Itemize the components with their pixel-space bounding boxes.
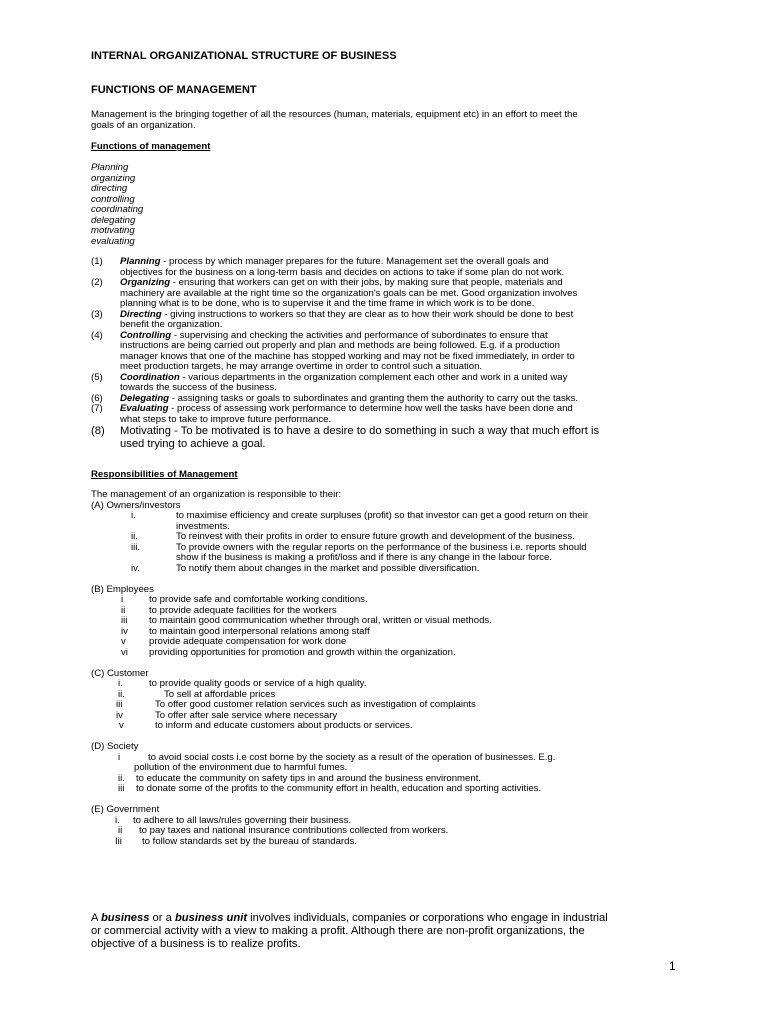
sub-item-number: i.	[115, 814, 120, 826]
emphasis-term: business unit	[174, 912, 248, 924]
item-text: what steps to take to improve future performance.	[120, 413, 332, 425]
item-number: (8)	[91, 425, 105, 437]
item-text: instructions are being carried out properly and plan and methods are being followed. E.g. if a production	[120, 340, 560, 351]
page-number: 1	[669, 959, 676, 973]
group-label: (E) Government	[91, 804, 160, 815]
intro-line-1: Management is the bringing together of all the resources (human, materials, equipment etc) in an effort to meet the	[91, 109, 578, 120]
sub-item-number: ii.	[118, 772, 125, 784]
item-text: Motivating - To be motivated is to have a desire to do something in such a way that much effort is	[120, 425, 600, 437]
business-paragraph-line: objective of a business is to realize profits.	[91, 938, 301, 950]
sub-item-number: v	[121, 636, 126, 647]
text-run: or a	[149, 912, 175, 924]
sub-item-text: to provide safe and comfortable working conditions.	[149, 594, 368, 605]
sub-item-text: pollution of the environment due to harmful fumes.	[134, 762, 348, 773]
responsibilities-intro: The management of an organization is responsible to their:	[91, 489, 342, 500]
sub-item-number: ii	[121, 604, 126, 616]
item-number: (6)	[91, 392, 103, 404]
function-list-item: coordinating	[91, 204, 144, 215]
function-list-item: Planning	[91, 162, 129, 173]
text-run: A	[91, 912, 101, 924]
item-text: - process of assessing work performance to determine how well the tasks have been done and	[168, 403, 573, 414]
item-term: Planning	[120, 256, 161, 267]
sub-item-number: iii.	[131, 541, 141, 553]
sub-item-text: To sell at affordable prices	[164, 688, 276, 700]
sub-item-text: to avoid social costs i.e cost borne by the society as a result of the operation of businesses. E.g.	[148, 751, 556, 763]
sub-item-text: To offer good customer relation services such as investigation of complaints	[155, 699, 476, 710]
group-label: (C) Customer	[91, 667, 149, 679]
responsibilities-heading: Responsibilities of Management	[91, 469, 238, 480]
sub-item-text: To offer after sale service where necessary	[155, 709, 338, 721]
sub-item-number: ii.	[131, 531, 138, 542]
group-label: (D) Society	[91, 741, 139, 752]
emphasis-term: business	[100, 912, 150, 924]
text-run: involves individuals, companies or corporations who engage in industrial	[247, 912, 608, 924]
sub-item-number: i	[121, 594, 124, 605]
item-text: meet production targets, he may arrange overtime in order to control such a situation.	[120, 361, 483, 372]
sub-item-number: iv.	[131, 562, 140, 574]
sub-item-text: to donate some of the profits to the community effort in health, education and sporting activities.	[136, 783, 542, 794]
item-number: (7)	[91, 403, 103, 414]
sub-item-number: vi	[121, 646, 128, 658]
item-number: (1)	[91, 256, 103, 267]
sub-item-text: provide adequate compensation for work done	[149, 636, 347, 647]
sub-item-text: providing opportunities for promotion and growth within the organization.	[149, 646, 456, 658]
function-list-item: delegating	[91, 214, 136, 226]
function-list-item: evaluating	[91, 235, 135, 247]
business-paragraph-line	[91, 912, 608, 924]
item-text: towards the success of the business.	[120, 382, 277, 393]
group-label: (A) Owners/investors	[91, 499, 181, 511]
item-text: machinery are available at the right time so the organization's goals can be met. Good organization involves	[120, 287, 578, 299]
item-text: - supervising and checking the activities and performance of subordinates to ensure that	[171, 329, 548, 341]
item-text: planning what is to be done, who is to supervise it and the time frame in which work is to be done.	[120, 298, 535, 309]
intro-line-2: goals of an organization.	[91, 120, 196, 131]
sub-item-text: to maximise efficiency and create surpluses (profit) so that investor can get a good return on their	[176, 510, 589, 521]
item-text: - various departments in the organization complement each other and work in a united way	[179, 371, 568, 383]
sub-item-text: to maintain good interpersonal relations among staff	[149, 625, 370, 637]
sub-item-number: iii	[121, 615, 128, 626]
numbered-item	[120, 404, 573, 415]
sub-item-text: to inform and educate customers about products or services.	[155, 720, 413, 731]
numbered-item	[120, 257, 549, 268]
sub-item-number: iii	[118, 783, 125, 794]
sub-item-text: To reinvest with their profits in order to ensure future growth and development of the business.	[176, 531, 575, 542]
function-list-item: controlling	[91, 193, 135, 205]
item-text: used trying to achieve a goal.	[120, 437, 266, 450]
sub-item-number: iii	[116, 699, 123, 710]
item-text: - process by which manager prepares for the future. Management set the overall goals and	[160, 256, 549, 267]
item-number: (5)	[91, 371, 103, 383]
sub-item-text: investments.	[176, 520, 230, 532]
sub-item-text: to provide adequate facilities for the workers	[149, 604, 337, 616]
functions-heading: Functions of management	[91, 141, 211, 152]
item-term: Controlling	[120, 329, 172, 341]
item-text: benefit the organization.	[120, 319, 223, 330]
item-text: - giving instructions to workers so that they are clear as to how their work should be done to best	[161, 308, 574, 320]
sub-item-text: to provide quality goods or service of a high quality.	[149, 678, 367, 689]
item-text: - assigning tasks or goals to subordinates and granting them the authority to carry out the tasks.	[169, 392, 579, 404]
doc-title: INTERNAL ORGANIZATIONAL STRUCTURE OF BUSINESS	[91, 50, 397, 62]
group-label: (B) Employees	[91, 583, 154, 595]
item-text: objectives for the business on a long-term basis and decides on actions to take if some plan do not work.	[120, 266, 565, 278]
doc-subtitle: FUNCTIONS OF MANAGEMENT	[91, 84, 257, 96]
item-text: - ensuring that workers can get on with their jobs, by making sure that people, materials and	[170, 277, 563, 288]
function-list-item: directing	[91, 183, 128, 194]
sub-item-number: Iii	[115, 835, 122, 847]
item-term: Coordination	[120, 371, 180, 383]
item-term: Directing	[120, 308, 162, 320]
item-term: Organizing	[120, 277, 171, 288]
sub-item-number: v	[119, 720, 124, 731]
function-list-item: organizing	[91, 172, 136, 184]
sub-item-number: i.	[131, 510, 136, 521]
numbered-item	[120, 278, 563, 289]
sub-item-text: to maintain good communication whether through oral, written or visual methods.	[149, 615, 492, 626]
sub-item-text: to follow standards set by the bureau of standards.	[142, 835, 357, 847]
sub-item-number: ii	[118, 825, 123, 836]
function-list-item: motivating	[91, 225, 135, 236]
sub-item-number: i	[118, 751, 121, 763]
sub-item-text: show if the business is making a profit/loss and if there is any change in the labour force.	[176, 552, 552, 563]
sub-item-number: iv	[116, 709, 123, 721]
item-number: (2)	[91, 277, 103, 288]
sub-item-text: to pay taxes and national insurance contributions collected from workers.	[139, 825, 449, 836]
item-text: manager knows that one of the machine has stopped working and may not be fixed immediately, in order to	[120, 350, 575, 362]
item-term: Delegating	[120, 392, 170, 404]
sub-item-text: to educate the community on safety tips in and around the business environment.	[136, 772, 482, 784]
sub-item-text: To provide owners with the regular reports on the performance of the business i.e. reports should	[176, 541, 587, 553]
sub-item-number: ii.	[118, 688, 125, 700]
sub-item-text: to adhere to all laws/rules governing their business.	[133, 814, 352, 826]
sub-item-number: iv	[121, 625, 128, 637]
business-paragraph-line: or commercial activity with a view to making a profit. Although there are non-profit organizations, the	[91, 925, 585, 937]
item-number: (3)	[91, 308, 103, 320]
sub-item-number: i.	[118, 678, 123, 689]
sub-item-text: To notify them about changes in the market and possible diversification.	[176, 562, 480, 574]
item-number: (4)	[91, 329, 103, 341]
item-term: Evaluating	[120, 403, 169, 414]
